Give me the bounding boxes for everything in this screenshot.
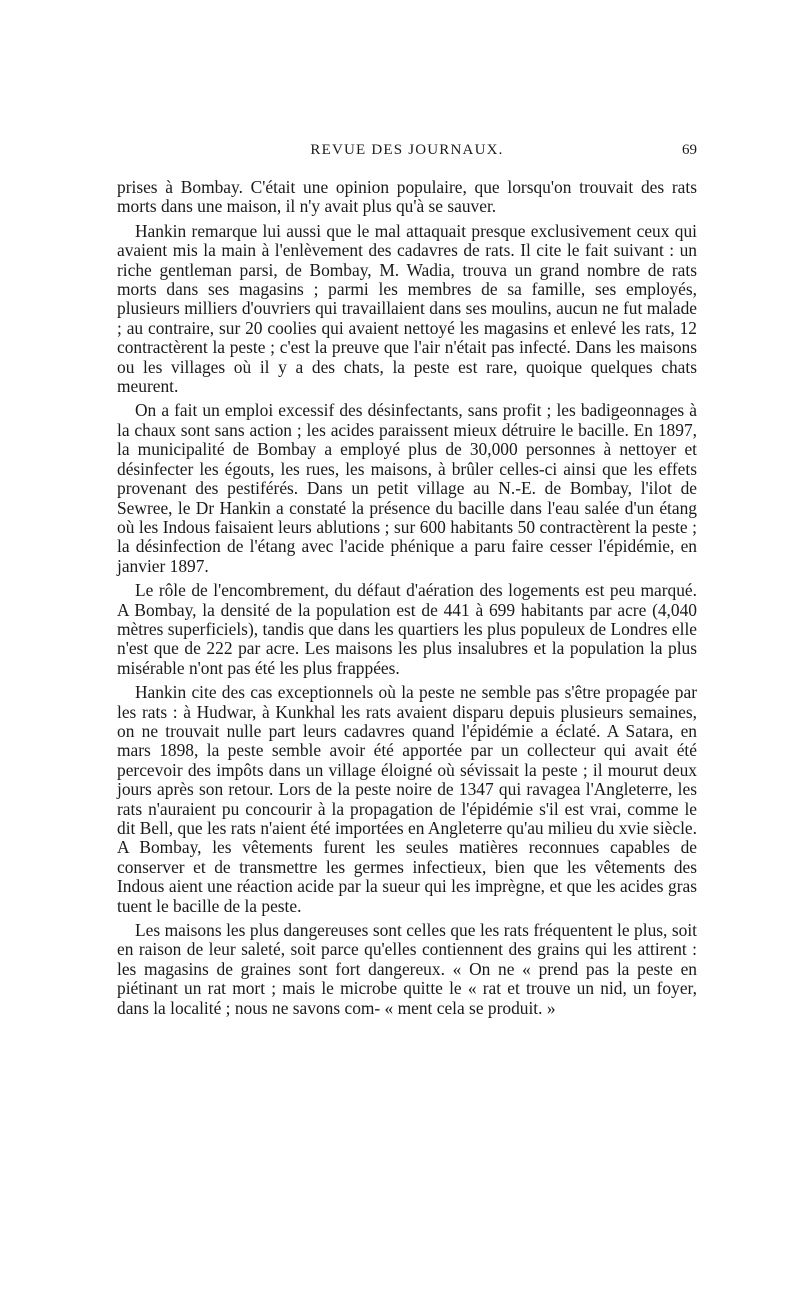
book-page bbox=[117, 140, 697, 1018]
running-title: REVUE DES JOURNAUX. bbox=[310, 142, 504, 158]
paragraph-dangerous-houses: Les maisons les plus dangereuses sont celles que les rats fréquentent le plus, soit en raison de leur saleté, soit parce qu'elles contiennent des grains qui les attirent : les magasins de graines sont fort dangereux. « On ne « prend pas la peste en piétinant un rat mort ; mais le microbe quitte le « rat et trouve un nid, un foyer, dans la localité ; nous ne savons com- « ment cela se produit. » bbox=[117, 920, 697, 1018]
paragraph-disinfectants: On a fait un emploi excessif des désinfectants, sans profit ; les badigeonnages à la chaux sont sans action ; les acides paraissent mieux détruire le bacille. En 1897, la municipalité de Bombay a employé plus de 30,000 personnes à nettoyer et désinfecter les égouts, les rues, les maisons, à brûler celles-ci ainsi que les effets provenant des pestiférés. Dans un petit village au N.-E. de Bombay, l'ilot de Sewree, le Dr Hankin a constaté la présence du bacille dans l'eau salée d'un étang où les Indous faisaient leurs ablutions ; sur 600 habitants 50 contractèrent la peste ; la désinfection de l'étang avec l'acide phénique a paru faire cesser l'épidémie, en janvier 1897. bbox=[117, 400, 697, 576]
paragraph-continuation: prises à Bombay. C'était une opinion populaire, que lorsqu'on trouvait des rats morts dans une maison, il n'y avait plus qu'à se sauver. bbox=[117, 177, 697, 217]
paragraph-hankin-rats: Hankin remarque lui aussi que le mal attaquait presque exclusivement ceux qui avaient mis la main à l'enlèvement des cadavres de rats. Il cite le fait suivant : un riche gentleman parsi, de Bombay, M. Wadia, trouva un grand nombre de rats morts dans ses magasins ; parmi les membres de sa famille, ses employés, plusieurs milliers d'ouvriers qui travaillaient dans ses moulins, aucun ne fut malade ; au contraire, sur 20 coolies qui avaient nettoyé les magasins et enlevé les rats, 12 contractèrent la peste ; c'est la preuve que l'air n'était pas infecté. Dans les maisons ou les villages où il y a des chats, la peste est rare, quoique quelques chats meurent. bbox=[117, 220, 697, 397]
running-head bbox=[117, 140, 697, 164]
page-number: 69 bbox=[682, 142, 697, 158]
body-text bbox=[117, 178, 697, 1018]
paragraph-crowding: Le rôle de l'encombrement, du défaut d'aération des logements est peu marqué. A Bombay, la densité de la population est de 441 à 699 habitants par acre (4,040 mètres superficiels), tandis que dans les quartiers les plus populeux de Londres elle n'est que de 222 par acre. Les maisons les plus insalubres et la population la plus misérable n'ont pas été les plus frappées. bbox=[117, 580, 697, 678]
paragraph-exceptional-cases: Hankin cite des cas exceptionnels où la peste ne semble pas s'être propagée par les rats : à Hudwar, à Kunkhal les rats avaient disparu depuis plusieurs semaines, on ne trouvait nulle part leurs cadavres quand l'épidémie a éclaté. A Satara, en mars 1898, la peste semble avoir été apportée par un collecteur qui avait été percevoir des impôts dans un village éloigné où sévissait la peste ; il mourut deux jours après son retour. Lors de la peste noire de 1347 qui ravagea l'Angleterre, les rats n'auraient pu concourir à la propagation de l'épidémie s'il est vrai, comme le dit Bell, que les rats n'aient été importées en Angleterre qu'au milieu du xvie siècle. A Bombay, les vêtements furent les seules matières reconnues capables de conserver et de transmettre les germes infectieux, bien que les vêtements des Indous aient une réaction acide par la sueur qui les imprègne, et que les acides gras tuent le bacille de la peste. bbox=[117, 682, 697, 916]
